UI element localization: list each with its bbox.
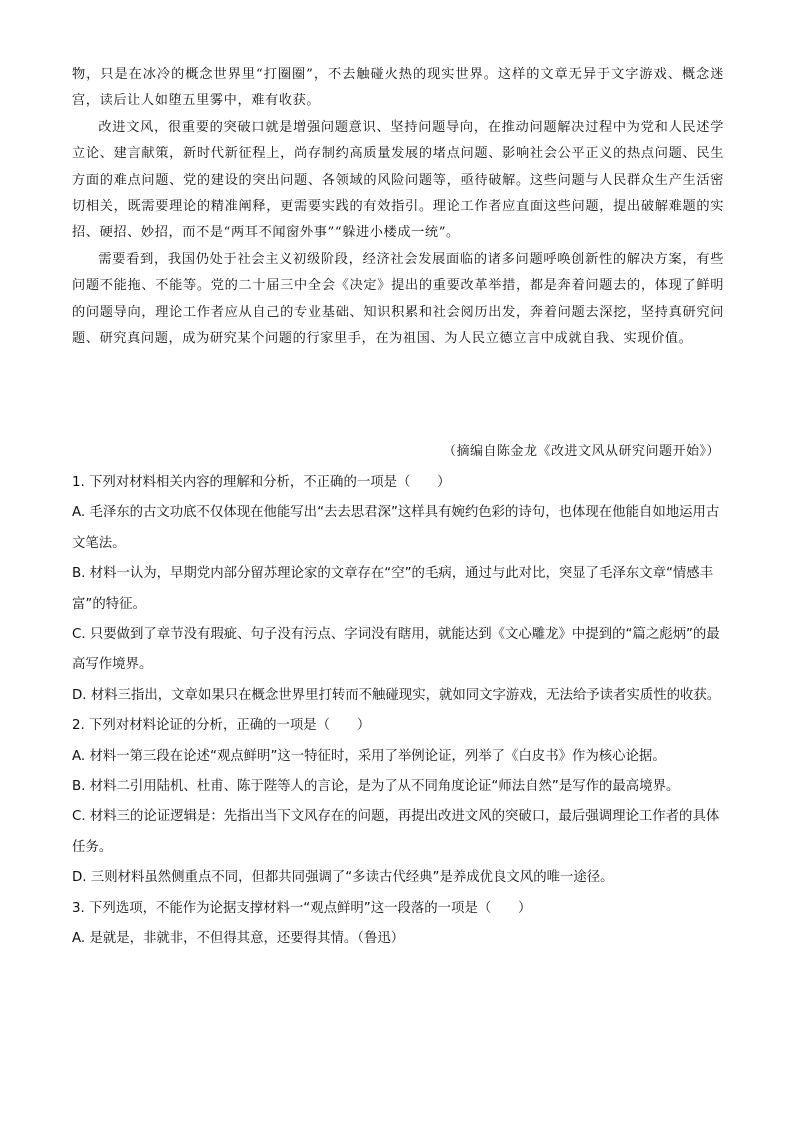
passage-text <box>72 62 724 352</box>
option-c: C. 材料三的论证逻辑是：先指出当下文风存在的问题，再提出改进文风的突破口，最后强调理论工作者的具体任务。 <box>72 809 720 855</box>
option-a: A. 毛泽东的古文功底不仅体现在他能写出“去去思君深”这样具有婉约色彩的诗句，也体现在他能自如地运用古文笔法。 <box>72 505 720 551</box>
question-stem: 2. 下列对材料论证的分析，正确的一项是（ ） <box>72 718 371 734</box>
option-b: B. 材料一认为，早期党内部分留苏理论家的文章存在“空”的毛病，通过与此对比，突显了毛泽东文章“情感丰富”的特征。 <box>72 566 714 612</box>
option-a: A. 是就是，非就非，不但得其意，还要得其情。（鲁迅） <box>72 931 405 947</box>
question-1 <box>72 468 724 711</box>
question-3 <box>72 894 724 955</box>
question-list <box>72 468 724 955</box>
passage-source: （摘编自陈金龙《改进文风从研究问题开始》） <box>442 444 720 459</box>
option-d: D. 材料三指出，文章如果只在概念世界里打转而不触碰现实，就如同文字游戏，无法给予读者实质性的收获。 <box>72 687 721 703</box>
option-d: D. 三则材料虽然侧重点不同，但都共同强调了“多读古代经典”是养成优良文风的唯一途径。 <box>72 870 614 886</box>
option-b: B. 材料二引用陆机、杜甫、陈于陛等人的言论，是为了从不同角度论证“师法自然”是写作的最高境界。 <box>72 779 680 795</box>
passage-paragraph: 物，只是在冰冷的概念世界里“打圈圈”，不去触碰火热的现实世界。这样的文章无异于文字游戏、概念迷宫，读后让人如堕五里雾中，难有收获。 <box>72 67 724 109</box>
question-2 <box>72 711 724 893</box>
question-stem: 3. 下列选项，不能作为论据支撑材料一“观点鲜明”这一段落的一项是（ ） <box>72 900 532 916</box>
option-c: C. 只要做到了章节没有瑕疵、句子没有污点、字词没有瞎用，就能达到《文心雕龙》中提到的“篇之彪炳”的最高写作境界。 <box>72 627 720 673</box>
question-stem: 1. 下列对材料相关内容的理解和分析，不正确的一项是（ ） <box>72 475 451 490</box>
option-a: A. 材料一第三段在论述“观点鲜明”这一特征时，采用了举例论证，列举了《白皮书》作为核心论据。 <box>72 748 666 764</box>
passage-paragraph: 改进文风，很重要的突破口就是增强问题意识、坚持问题导向，在推动问题解决过程中为党和人民述学立论、建言献策，新时代新征程上，尚存制约高质量发展的堵点问题、影响社会公平正义的热点问题、民生方面的难点问题、党的建设的突出问题、各领域的风险问题等，亟待破解。这些问题与人民群众生产生活密切相关，既需要理论的精准阐释，更需要实践的有效指引。理论工作者应直面这些问题，提出破解难题的实招、硬招、妙招，而不是“两耳不闻窗外事”“躲进小楼成一统”。 <box>72 119 724 241</box>
passage-paragraph: 需要看到，我国仍处于社会主义初级阶段，经济社会发展面临的诸多问题呼唤创新性的解决方案，有些问题不能拖、不能等。党的二十届三中全会《决定》提出的重要改革举措，都是奔着问题去的，体现了鲜明的问题导向，理论工作者应从自己的专业基础、知识积累和社会阅历出发，奔着问题去深挖，坚持真研究问题、研究真问题，成为研究某个问题的行家里手，在为祖国、为人民立德立言中成就自我、实现价值。 <box>72 251 724 347</box>
